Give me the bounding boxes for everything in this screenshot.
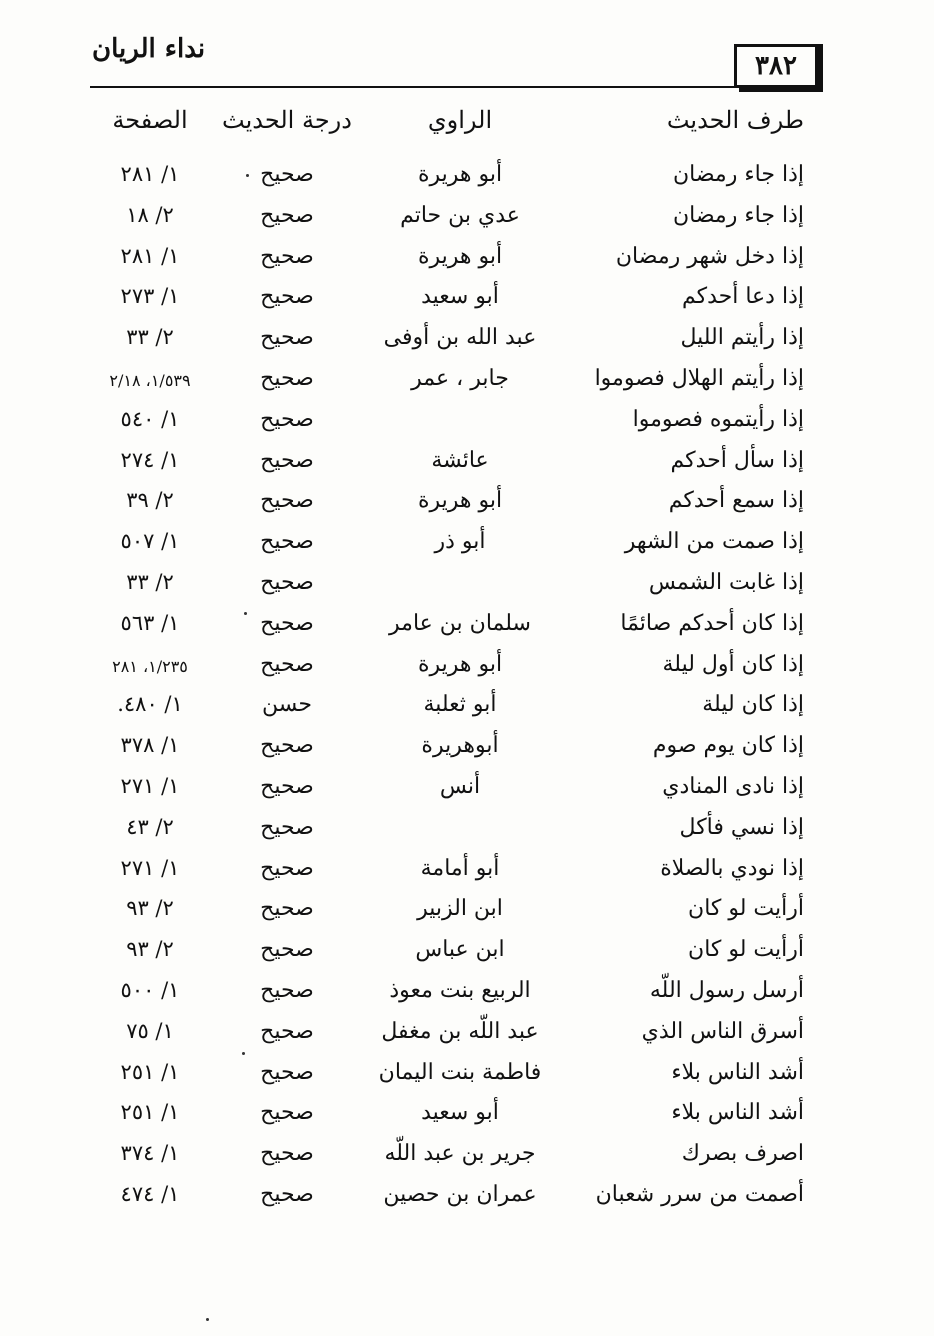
grade-cell: صحيح: [260, 651, 314, 677]
page-cell: ٢/ ٣٣: [126, 569, 174, 594]
hadith-cell: أرسل رسول اللّه: [649, 977, 804, 1003]
table-row: [0, 1015, 934, 1056]
table-row: [0, 158, 934, 199]
table-row: [0, 1056, 934, 1097]
page-cell: ١/ ٤٨٠.: [117, 692, 183, 717]
narrator-cell: عائشة: [431, 447, 489, 473]
hadith-cell: إذا جاء رمضان: [672, 162, 804, 187]
page-header: [0, 30, 934, 90]
page-cell: ١/ ٣٧٨: [120, 733, 180, 758]
hadith-cell: إذا سأل أحدكم: [670, 447, 804, 473]
hadith-cell: إذا نادى المنادي: [662, 773, 804, 799]
table-row: [0, 933, 934, 974]
speck: [206, 1318, 209, 1321]
page-cell: ١/ ٢٧١: [120, 855, 180, 880]
grade-cell: صحيح: [260, 569, 314, 595]
page-cell: ١/٥٣٩، ٢/١٨: [109, 370, 191, 390]
table-row: [0, 648, 934, 689]
header-rule: [90, 86, 814, 88]
grade-cell: صحيح: [260, 325, 314, 351]
page-cell: ٢/ ٣٣: [126, 325, 174, 350]
grade-cell: صحيح: [260, 406, 314, 432]
page-cell: ١/ ٢٨١: [120, 243, 180, 268]
narrator-cell: عدي بن حاتم: [400, 202, 520, 228]
column-header-narrator: الراوي: [427, 106, 493, 134]
page-number: ٣٨٢: [734, 44, 818, 88]
narrator-cell: عمران بن حصين: [383, 1181, 537, 1207]
grade-cell: صحيح: [260, 733, 314, 759]
table-row: [0, 1178, 934, 1219]
hadith-cell: أصمت من سرر شعبان: [595, 1181, 804, 1207]
hadith-cell: أسرق الناس الذي: [641, 1018, 804, 1044]
narrator-cell: جابر ، عمر: [411, 365, 509, 391]
grade-cell: صحيح: [260, 447, 314, 473]
page-cell: ١/ ٢٥١: [120, 1059, 180, 1084]
page-cell: ١/ ٢٧٤: [120, 447, 180, 472]
hadith-cell: إذا رأيتموه فصوموا: [632, 406, 804, 432]
column-header-grade: درجة الحديث: [222, 106, 352, 134]
hadith-cell: أشد الناس بلاء: [671, 1059, 804, 1085]
hadith-cell: أرأيت لو كان: [688, 937, 804, 963]
page-cell: ٢/ ٩٣: [126, 896, 174, 921]
page-cell: ١/ ٧٥: [126, 1018, 174, 1043]
hadith-cell: إذا نودي بالصلاة: [660, 855, 804, 881]
page-cell: ١/ ٥٠٠: [120, 977, 180, 1002]
grade-cell: صحيح: [260, 610, 314, 636]
page-cell: ١/ ٥٦٣: [120, 610, 180, 635]
hadith-cell: إذا كان يوم صوم: [652, 733, 804, 759]
page-cell: ١/ ٣٧٤: [120, 1141, 180, 1166]
hadith-table: [0, 158, 934, 1219]
grade-cell: صحيح: [260, 529, 314, 555]
table-row: [0, 525, 934, 566]
page-cell: ٢/ ٤٣: [126, 814, 174, 839]
page-cell: ١/ ٢٥١: [120, 1100, 180, 1125]
grade-cell: صحيح: [260, 773, 314, 799]
grade-cell: صحيح: [260, 1059, 314, 1085]
table-row: [0, 240, 934, 281]
hadith-cell: إذا دخل شهر رمضان: [615, 243, 804, 269]
grade-cell: صحيح: [260, 202, 314, 228]
grade-cell: صحيح: [260, 1100, 314, 1126]
narrator-cell: ابن عباس: [415, 937, 505, 963]
table-row: [0, 974, 934, 1015]
column-header-page: الصفحة: [112, 106, 188, 134]
narrator-cell: أبو ذر: [434, 529, 486, 555]
table-row: [0, 852, 934, 893]
page-cell: ١/ ٢٨١: [120, 162, 180, 186]
hadith-cell: إذا دعا أحدكم: [681, 284, 804, 310]
hadith-cell: إذا غابت الشمس: [648, 569, 804, 595]
narrator-cell: أبو أمامة: [420, 855, 500, 881]
grade-cell: صحيح: [260, 1141, 314, 1167]
page-cell: ١/ ٤٧٤: [120, 1181, 180, 1206]
column-header-hadith: طرف الحديث: [666, 106, 804, 134]
table-row: [0, 321, 934, 362]
hadith-cell: إذا رأيتم الليل: [680, 325, 804, 351]
grade-cell: صحيح: [260, 365, 314, 391]
narrator-cell: أبو هريرة: [417, 243, 503, 269]
page-cell: ٢/ ٩٣: [126, 937, 174, 962]
hadith-cell: أشد الناس بلاء: [671, 1100, 804, 1126]
narrator-cell: سلمان بن عامر: [389, 610, 531, 636]
grade-cell: صحيح: [260, 1181, 314, 1207]
table-row: [0, 444, 934, 485]
hadith-cell: إذا سمع أحدكم: [668, 488, 804, 514]
hadith-cell: إذا كان أول ليلة: [662, 651, 804, 677]
table-row: [0, 484, 934, 525]
page-cell: ١/ ٢٧٣: [120, 284, 180, 309]
grade-cell: صحيح: [260, 162, 314, 187]
narrator-cell: ابن الزبير: [417, 896, 503, 922]
table-row: [0, 566, 934, 607]
narrator-cell: أبو سعيد: [421, 1100, 499, 1126]
book-title: نداء الريان: [92, 34, 206, 64]
table-row: [0, 1096, 934, 1137]
narrator-cell: عبد اللّه بن مغفل: [381, 1018, 539, 1044]
narrator-cell: أبو هريرة: [417, 488, 503, 514]
page-cell: ٢/ ١٨: [126, 202, 174, 227]
hadith-cell: إذا نسي فأكل: [679, 814, 804, 840]
table-row: [0, 811, 934, 852]
table-row: [0, 607, 934, 648]
narrator-cell: فاطمة بنت اليمان: [378, 1059, 542, 1085]
hadith-cell: إذا كان أحدكم صائمًا: [620, 610, 804, 636]
narrator-cell: أبو ثعلبة: [423, 692, 497, 718]
table-row: [0, 729, 934, 770]
narrator-cell: أبو هريرة: [417, 162, 503, 187]
speck: [244, 612, 247, 615]
grade-cell: صحيح: [260, 855, 314, 881]
page-cell: ١/ ٥٠٧: [120, 529, 180, 554]
table-row: [0, 770, 934, 811]
page-cell: ٢/ ٣٩: [126, 488, 174, 513]
page-cell: ١/٢٣٥، ٢٨١: [112, 656, 188, 676]
grade-cell: صحيح: [260, 1018, 314, 1044]
table-row: [0, 688, 934, 729]
grade-cell: صحيح: [260, 937, 314, 963]
grade-cell: صحيح: [260, 488, 314, 514]
table-row: [0, 199, 934, 240]
grade-cell: صحيح: [260, 243, 314, 269]
narrator-cell: أبو سعيد: [421, 284, 499, 310]
hadith-cell: إذا رأيتم الهلال فصوموا: [594, 365, 804, 391]
table-row: [0, 280, 934, 321]
table-row: [0, 1137, 934, 1178]
speck: [242, 1052, 245, 1055]
hadith-cell: أرأيت لو كان: [688, 896, 804, 922]
hadith-cell: اصرف بصرك: [681, 1141, 804, 1167]
grade-cell: صحيح: [260, 977, 314, 1003]
grade-cell: حسن: [262, 692, 312, 718]
table-row: [0, 892, 934, 933]
hadith-cell: إذا جاء رمضان: [672, 202, 804, 228]
page-cell: ١/ ٥٤٠: [120, 406, 180, 431]
table-row: [0, 362, 934, 403]
grade-cell: صحيح: [260, 284, 314, 310]
page-cell: ١/ ٢٧١: [120, 773, 180, 798]
hadith-cell: إذا كان ليلة: [702, 692, 804, 718]
narrator-cell: أبو هريرة: [417, 651, 503, 677]
narrator-cell: أبوهريرة: [421, 733, 499, 759]
narrator-cell: الربيع بنت معوذ: [389, 977, 531, 1003]
narrator-cell: جرير بن عبد اللّه: [384, 1141, 536, 1167]
table-header: [0, 106, 934, 146]
grade-cell: صحيح: [260, 896, 314, 922]
grade-cell: صحيح: [260, 814, 314, 840]
narrator-cell: عبد الله بن أوفى: [383, 325, 537, 351]
hadith-cell: إذا صمت من الشهر: [624, 529, 804, 555]
speck: [246, 174, 249, 177]
narrator-cell: أنس: [439, 773, 481, 799]
table-row: [0, 403, 934, 444]
